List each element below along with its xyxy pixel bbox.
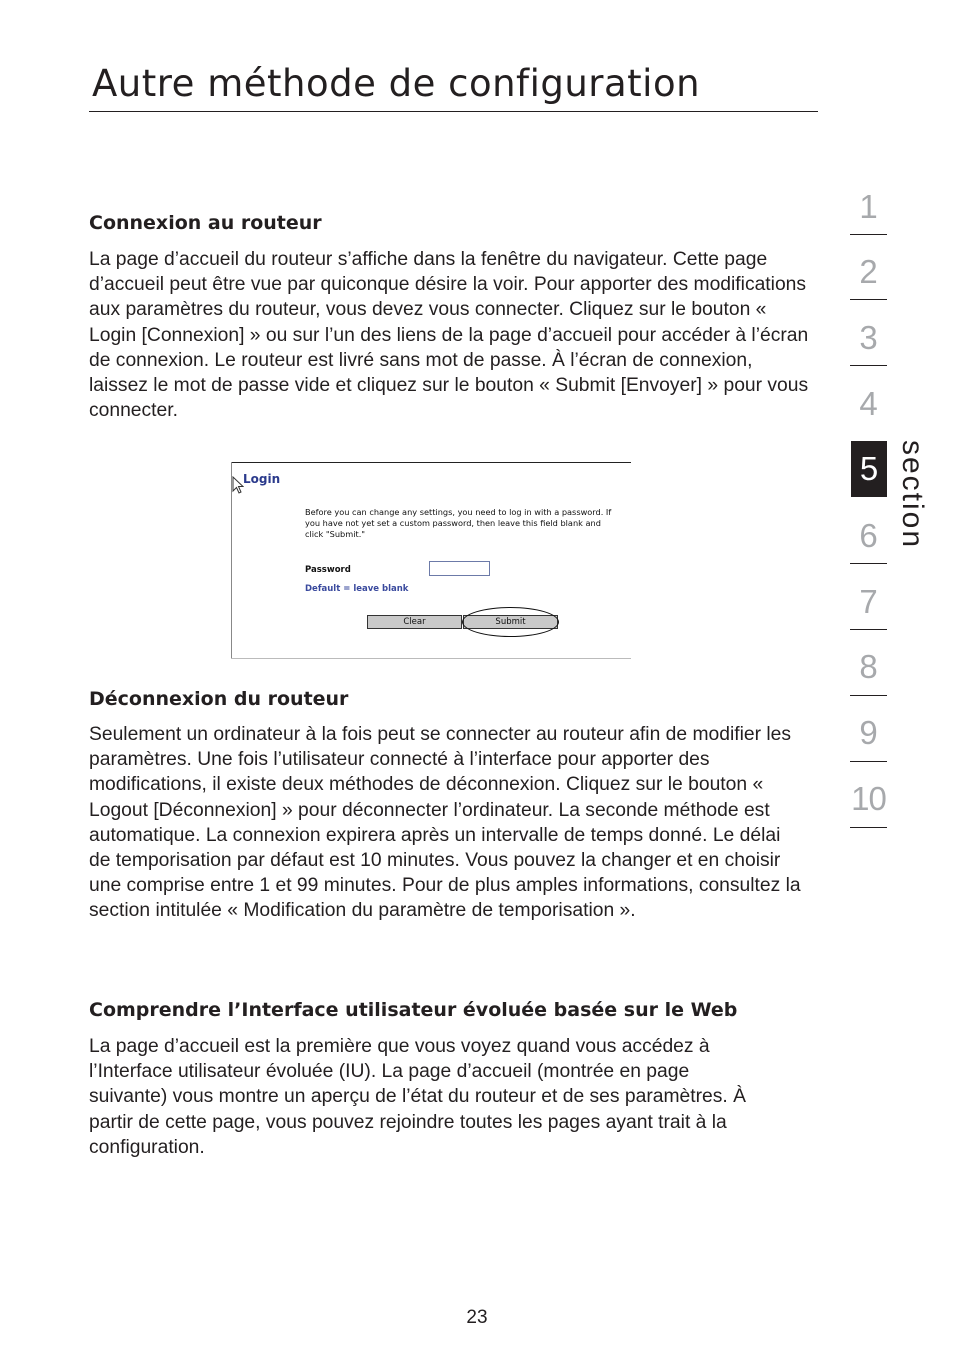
section-tab-9[interactable]: 9 (859, 714, 878, 751)
section-tab-7[interactable]: 7 (859, 583, 878, 620)
login-screenshot (231, 462, 631, 659)
heading-interface: Comprendre l’Interface utilisateur évoluée basée sur le Web (89, 999, 738, 1021)
section-label-text: section (896, 440, 929, 550)
section-divider (850, 695, 887, 696)
section-divider (850, 563, 887, 564)
paragraph-connexion: La page d’accueil du routeur s’affiche dans la fenêtre du navigateur. Cette page d’accueil peut être vue par quiconque désire la voir. Pour apporter des modifications aux paramètres du routeur, vous devez vous connecter. Cliquez sur le bouton « Login [Connexion] » ou sur l’un des liens de la page d’accueil pour accéder à l’écran de connexion. Le routeur est livré sans mot de passe. À l’écran de connexion, laissez le mot de passe vide et cliquez sur le bouton « Submit [Envoyer] » pour vous connecter. (89, 249, 809, 422)
section-tab-1[interactable]: 1 (859, 188, 878, 225)
section-tab-3[interactable]: 3 (859, 319, 878, 356)
clear-button[interactable]: Clear (367, 615, 462, 629)
section-divider (850, 761, 887, 762)
password-field[interactable] (429, 561, 490, 576)
section-divider (850, 299, 887, 300)
paragraph-interface: La page d’accueil est la première que vous voyez quand vous accédez à l’Interface utilisateur évoluée (IU). La page d’accueil (montrée en page suivante) vous montre un aperçu de l’état du routeur et de ses paramètres. À partir de cette page, vous pouvez rejoindre toutes les pages ayant trait à la configuration. (89, 1036, 746, 1158)
section-divider (850, 365, 887, 366)
section-tab-10[interactable]: 10 (851, 780, 886, 817)
section-label (894, 440, 930, 552)
section-divider (850, 827, 887, 828)
screenshot-top-border (231, 462, 631, 463)
screenshot-bottom-border (231, 658, 631, 659)
section-tab-4[interactable]: 4 (859, 385, 878, 422)
page-title: Autre méthode de configuration (92, 62, 701, 105)
page-number: 23 (466, 1307, 488, 1328)
submit-button[interactable]: Submit (463, 615, 558, 629)
title-divider (89, 111, 818, 112)
section-divider (850, 629, 887, 630)
login-title: Login (243, 472, 281, 486)
login-instructions: Before you can change any settings, you need to log in with a password. If you have not yet set a custom password, then leave this field blank and click "Submit." (305, 507, 612, 539)
heading-connexion: Connexion au routeur (89, 212, 322, 234)
password-label: Password (305, 565, 351, 575)
paragraph-deconnexion: Seulement un ordinateur à la fois peut se connecter au routeur afin de modifier les paramètres. Une fois l’utilisateur connecté à l’interface pour apporter des modifications, il existe deux méthodes de déconnexion. Cliquez sur le bouton « Logout [Déconnexion] » pour déconnecter l’ordinateur. La seconde méthode est automatique. La connexion expirera après un intervalle de temps donné. Le délai de temporisation par défaut est 10 minutes. Vous pouvez la changer et en choisir une comprise entre 1 et 99 minutes. Pour de plus amples informations, consultez la section intitulée « Modification du paramètre de temporisation ». (89, 724, 801, 922)
section-tab-5-active[interactable]: 5 (851, 441, 887, 497)
heading-deconnexion: Déconnexion du routeur (89, 688, 349, 710)
section-tab-6[interactable]: 6 (859, 517, 878, 554)
submit-highlight-circle (462, 607, 559, 637)
password-default-hint: Default = leave blank (305, 584, 409, 594)
section-divider (850, 234, 887, 235)
section-tab-2[interactable]: 2 (859, 253, 878, 290)
section-tab-8[interactable]: 8 (859, 648, 878, 685)
